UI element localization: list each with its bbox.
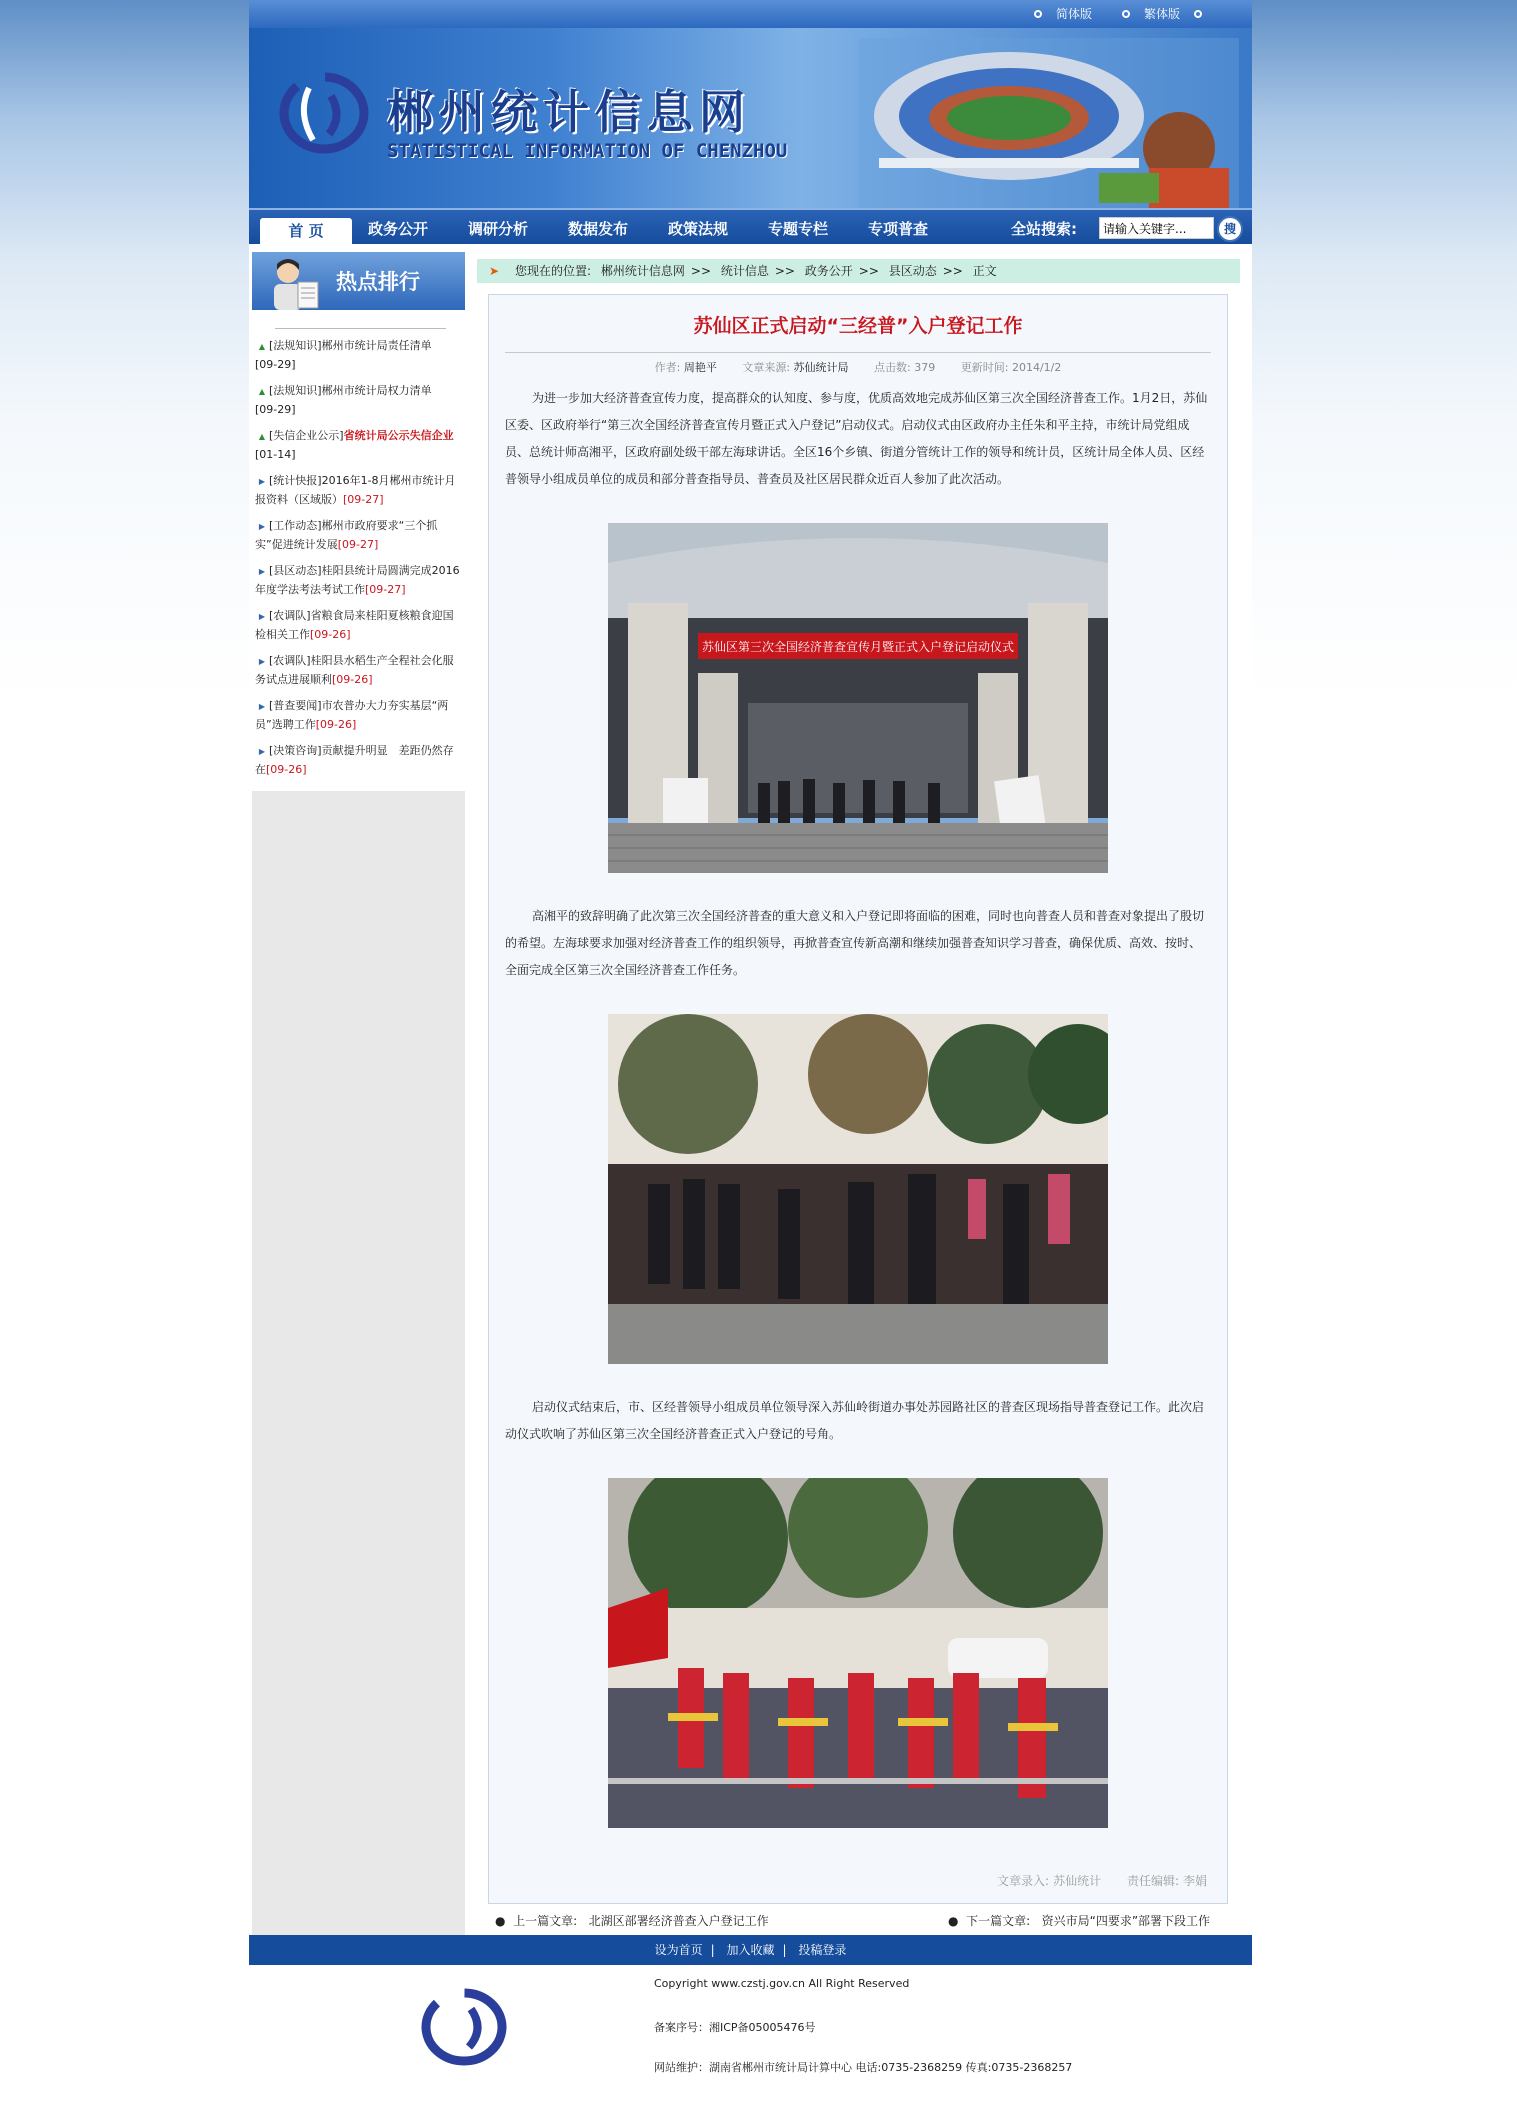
list-item-date: [09-29] (255, 358, 296, 371)
list-item-date: [09-29] (255, 403, 296, 416)
list-item-title[interactable]: [普查要闻]市农普办大力夯实基层“两员”选聘工作 (255, 699, 449, 731)
search-input[interactable] (1099, 217, 1214, 239)
footer-set-homepage-link[interactable]: 设为首页 (654, 1943, 703, 1957)
list-item[interactable] (255, 517, 462, 554)
nav-home[interactable]: 首 页 (260, 218, 352, 246)
editor-label: 责任编辑: (1126, 1874, 1179, 1888)
triangle-icon: ▲ (258, 432, 266, 441)
list-item[interactable] (255, 607, 462, 644)
entry-label: 文章录入: (997, 1874, 1050, 1888)
footer (249, 1965, 1252, 2090)
arrow-icon: ▶ (258, 612, 266, 621)
next-link[interactable]: 资兴市局“四要求”部署下段工作 (1041, 1914, 1211, 1928)
source-value: 苏仙统计局 (793, 361, 849, 374)
page (249, 0, 1252, 2090)
breadcrumb-separator: >> (774, 264, 795, 278)
clicks-value: 379 (914, 361, 936, 374)
list-item[interactable] (255, 382, 462, 419)
bullet-icon (1122, 10, 1130, 18)
list-item-title[interactable]: [统计快报]2016年1-8月郴州市统计月报资料（区域版） (255, 474, 456, 506)
breadcrumb-separator: >> (690, 264, 711, 278)
arrow-icon: ▶ (258, 522, 266, 531)
list-item-date: [09-27] (365, 583, 406, 596)
footer-submit-login-link[interactable]: 投稿登录 (798, 1943, 847, 1957)
stadium-illustration (859, 38, 1239, 208)
next-label: 下一篇文章: (966, 1914, 1031, 1928)
article (488, 294, 1228, 1904)
author-value: 周艳平 (683, 361, 717, 374)
list-item-title[interactable]: [工作动态]郴州市政府要求“三个抓实”促进统计发展 (255, 519, 438, 551)
main-nav (249, 208, 1252, 244)
list-item-date: [09-27] (343, 493, 384, 506)
list-item-date: [09-27] (337, 538, 379, 551)
source-label: 文章来源: (742, 361, 791, 374)
footer-logo-icon (419, 1985, 509, 2069)
article-meta (505, 352, 1211, 375)
hot-ranking-list (252, 310, 465, 791)
article-paragraph: 高湘平的致辞明确了此次第三次全国经济普查的重大意义和入户登记即将面临的困难，同时也向普查人员和普查对象提出了殷切的希望。左海球要求加强对经济普查工作的组织领导，再掀普查宣传新高潮和继续加强普查知识学习普查，确保优质、高效、按时、全面完成全区第三次全国经济普查工作任务。 (505, 909, 1205, 977)
nav-census[interactable]: 专项普查 (867, 220, 928, 238)
article-title: 苏仙区正式启动“三经普”入户登记工作 (693, 315, 1023, 337)
ceremony-stage-photo (608, 523, 1108, 873)
breadcrumb-separator: >> (942, 264, 963, 278)
nav-government-affairs[interactable]: 政务公开 (367, 220, 428, 238)
list-item-title[interactable]: [农调队]省粮食局来桂阳夏核粮食迎国检相关工作 (255, 609, 454, 641)
list-item-date: [09-26] (266, 763, 307, 776)
crowd-photo (608, 1014, 1108, 1364)
copyright-text: Copyright www.czstj.gov.cn All Right Reserved (654, 1977, 910, 1990)
bullet-icon: ● (495, 1914, 506, 1928)
nav-special-topics[interactable]: 专题专栏 (767, 220, 828, 238)
arrow-icon: ▶ (258, 477, 266, 486)
sidebar (252, 252, 465, 1935)
bullet-icon: ● (948, 1914, 959, 1928)
triangle-icon: ▲ (258, 342, 266, 351)
arrow-icon: ▶ (258, 657, 266, 666)
list-item[interactable] (255, 562, 462, 599)
list-item-title[interactable]: [法规知识]郴州市统计局责任清单 (269, 339, 432, 352)
list-item[interactable] (255, 742, 462, 779)
prev-article[interactable] (495, 1912, 769, 1929)
nav-data-release[interactable]: 数据发布 (567, 220, 628, 238)
article-paragraph: 启动仪式结束后，市、区经普领导小组成员单位领导深入苏仙岭街道办事处苏园路社区的普查区现场指导普查登记工作。此次启动仪式吹响了苏仙区第三次全国经济普查正式入户登记的号角。 (505, 1400, 1205, 1441)
list-item-date: [09-26] (315, 718, 357, 731)
prev-label: 上一篇文章: (513, 1914, 578, 1928)
updated-value: 2014/1/2 (1011, 361, 1062, 374)
nav-policy[interactable]: 政策法规 (667, 220, 728, 238)
hot-ranking-title: 热点排行 (336, 270, 420, 294)
footer-add-favorite-link[interactable]: 加入收藏 (726, 1943, 775, 1957)
list-item[interactable] (255, 337, 462, 374)
breadcrumb-item[interactable]: 郴州统计信息网 (600, 264, 685, 278)
list-item-date: [09-26] (310, 628, 351, 641)
hot-ranking-header (252, 252, 465, 310)
bullet-icon (1194, 10, 1202, 18)
site-title-english: STATISTICAL INFORMATION OF CHENZHOU (387, 140, 788, 162)
breadcrumb-item[interactable]: 政务公开 (804, 264, 853, 278)
triangle-icon: ▲ (258, 387, 266, 396)
ceremony-banner-text: 苏仙区第三次全国经济普查宣传月暨正式入户登记启动仪式 (701, 640, 1015, 654)
arrow-icon: ▶ (258, 567, 266, 576)
updated-label: 更新时间: (960, 361, 1009, 374)
simplified-label[interactable]: 简体版 (1055, 7, 1092, 21)
arrow-icon: ▶ (258, 747, 266, 756)
editor-value: 李娟 (1182, 1874, 1207, 1888)
prev-link[interactable]: 北湖区部署经济普查入户登记工作 (588, 1914, 769, 1928)
footer-links-bar: 设为首页 | 加入收藏 | 投稿登录 (249, 1935, 1252, 1965)
bullet-icon (1034, 10, 1042, 18)
search-label: 全站搜索: (1011, 220, 1077, 238)
breadcrumb (477, 259, 1240, 283)
list-item[interactable] (255, 427, 462, 464)
parade-photo (608, 1478, 1108, 1828)
search-button[interactable]: 搜 (1217, 216, 1243, 242)
list-item-title[interactable]: [决策咨询]贡献提升明显 差距仍然存在 (255, 744, 454, 776)
site-title: 郴州统计信息网 (387, 85, 751, 139)
list-item-title[interactable]: [法规知识]郴州市统计局权力清单 (269, 384, 432, 397)
list-item-title[interactable]: [失信企业公示] (269, 429, 344, 442)
article-footer-meta (975, 1872, 1207, 1889)
list-item[interactable] (255, 472, 462, 509)
site-logo-icon (279, 68, 369, 158)
divider (275, 328, 446, 329)
traditional-link[interactable] (1122, 5, 1202, 22)
breadcrumb-item[interactable]: 统计信息 (720, 264, 769, 278)
breadcrumb-arrow-icon: ➤ (489, 264, 500, 278)
site-banner (249, 28, 1252, 208)
list-item-date: [09-26] (332, 673, 373, 686)
author-label: 作者: (654, 361, 681, 374)
next-article[interactable] (948, 1912, 1210, 1929)
list-item-highlight[interactable]: 省统计局公示失信企业 (343, 429, 454, 442)
list-item-title[interactable]: [县区动态]桂阳县统计局圆满完成2016年度学法考法考试工作 (255, 564, 460, 596)
breadcrumb-separator: >> (858, 264, 879, 278)
breadcrumb-item: 正文 (972, 264, 997, 278)
clicks-label: 点击数: (874, 361, 911, 374)
list-item-date: [01-14] (255, 448, 296, 461)
article-paragraph: 为进一步加大经济普查宣传力度，提高群众的认知度、参与度，优质高效地完成苏仙区第三次全国经济普查工作。1月2日，苏仙区委、区政府举行“第三次全国经济普查宣传月暨正式入户登记”启动仪式。启动仪式由区政府办主任朱和平主持，市统计局党组成员、总统计师高湘平，区政府副处级干部左海球讲话。全区16个乡镇、街道分管统计工作的领导和统计员，区统计局全体人员、区经普领导小组成员单位的成员和部分普查指导员、普查员及社区居民群众近百人参加了此次活动。 (505, 391, 1208, 486)
breadcrumb-item[interactable]: 县区动态 (888, 264, 937, 278)
traditional-label[interactable]: 繁体版 (1143, 7, 1180, 21)
arrow-icon: ▶ (258, 702, 266, 711)
list-item[interactable] (255, 652, 462, 689)
simplified-link[interactable] (1034, 5, 1092, 22)
maintainer-text: 网站维护：湖南省郴州市统计局计算中心 电话:0735-2368259 传真:0735-2368257 (654, 2061, 1073, 2074)
icp-text: 备案序号：湘ICP备05005476号 (654, 2021, 816, 2034)
list-item[interactable] (255, 697, 462, 734)
nav-research[interactable]: 调研分析 (467, 220, 528, 238)
entry-value: 苏仙统计 (1053, 1874, 1102, 1888)
breadcrumb-label: 您现在的位置: (515, 264, 592, 278)
list-item-title[interactable]: [农调队]桂阳县水稻生产全程社会化服务试点进展顺利 (255, 654, 454, 686)
reader-avatar-icon (266, 256, 322, 310)
top-bar (249, 0, 1252, 28)
